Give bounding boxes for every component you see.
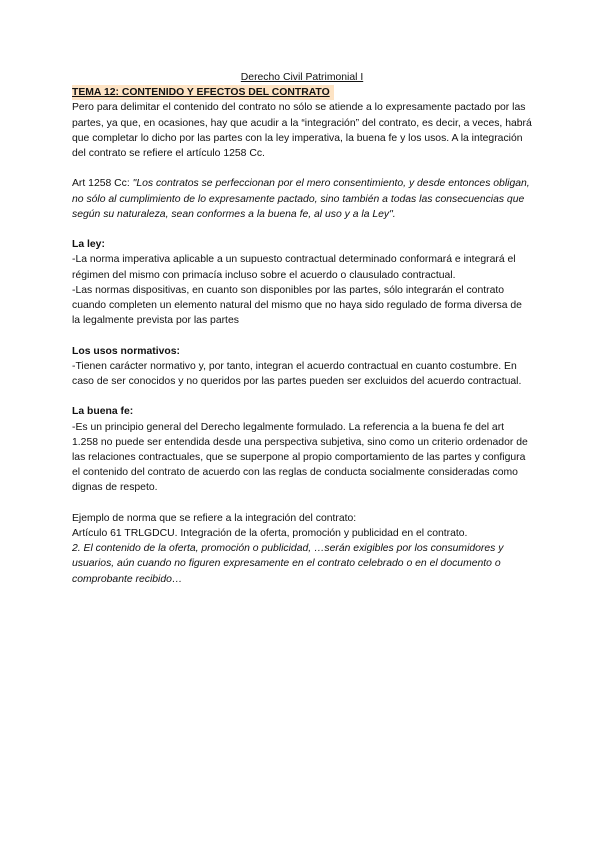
example-quote: 2. El contenido de la oferta, promoción o publicidad, …serán exigibles por los consumidores y usuarios, aún cuando no figuren expresamente en el contrato celebrado o en el documento o comprobante recibido… — [72, 543, 504, 585]
ley-paragraph-1: -La norma imperativa aplicable a un supuesto contractual determinado conformará e integrará el régimen del mismo con primacía incluso sobre el acuerdo o clausulado contractual. — [72, 254, 516, 281]
article-1258-paragraph — [72, 176, 532, 222]
spacer — [72, 222, 532, 237]
course-title: Derecho Civil Patrimonial I — [240, 72, 364, 83]
article-1258-quote: "Los contratos se perfeccionan por el mero consentimiento, y desde entonces obligan, no sólo al cumplimiento de lo expresamente pactado, sino también a todas las consecuencias que según su naturaleza, sean conformes a la buena fe, al uso y a la Ley". — [72, 178, 530, 220]
ley-heading: La ley: — [72, 239, 105, 251]
spacer — [72, 389, 532, 404]
article-1258-lead: Art 1258 Cc: — [72, 178, 133, 190]
topic-heading: TEMA 12: CONTENIDO Y EFECTOS DEL CONTRATO — [72, 85, 334, 100]
usos-paragraph: -Tienen carácter normativo y, por tanto, integran el acuerdo contractual en cuanto costumbre. En caso de ser conocidos y no queridos por las partes pueden ser excluidos del acuerdo contractual. — [72, 360, 522, 388]
spacer — [72, 496, 532, 511]
spacer — [72, 161, 532, 176]
usos-heading: Los usos normativos: — [72, 345, 180, 357]
intro-paragraph: Pero para delimitar el contenido del contrato no sólo se atiende a lo expresamente pactado por las partes, ya que, en ocasiones, hay que acudir a la “integración” del contrato, es decir, a veces, habrá que completar lo dicho por las partes con la ley imperativa, la buena fe y los usos. A la integración del contrato se refiere el artículo 1258 Cc. — [72, 102, 532, 160]
buena-fe-heading: La buena fe: — [72, 406, 134, 418]
ley-paragraph-2: -Las normas dispositivas, en cuanto son disponibles por las partes, sólo integrarán el contrato cuando completen un elemento natural del mismo que no haya sido regulado de forma diversa de la legalmente prevista por las partes — [72, 284, 522, 327]
buena-fe-paragraph: -Es un principio general del Derecho legalmente formulado. La referencia a la buena fe del art 1.258 no puede ser entendida desde una perspectiva subjetiva, sino como un criterio ordenador de las relaciones contractuales, que se superpone al propio comportamiento de las partes y configura el contenido del contrato de acuerdo con las reglas de conducta socialmente consideradas como dignas de respeto. — [72, 421, 528, 494]
example-intro: Ejemplo de norma que se refiere a la integración del contrato: — [72, 512, 357, 524]
spacer — [72, 328, 532, 343]
example-article: Artículo 61 TRLGDCU. Integración de la oferta, promoción y publicidad en el contrato. — [72, 528, 468, 540]
document-content — [72, 70, 532, 587]
